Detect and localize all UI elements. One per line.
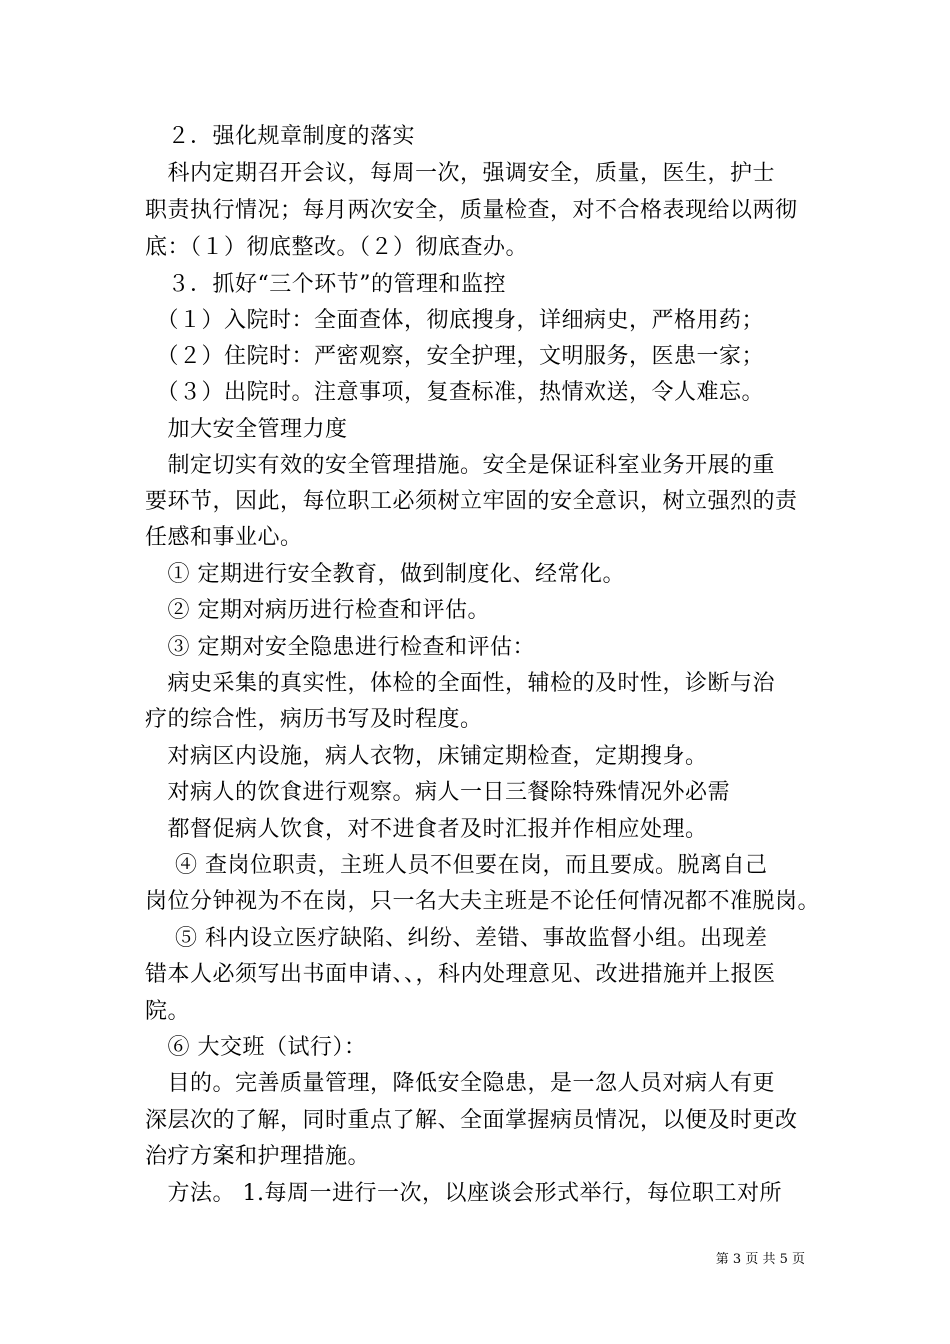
text-line: 加大安全管理力度 [145, 417, 348, 442]
text-line: 职责执行情况；每月两次安全，质量检查，对不合格表现给以两彻 [145, 198, 798, 223]
text-line: 病史采集的真实性，体检的全面性，辅检的及时性，诊断与治 [145, 671, 776, 696]
text-line: ３．抓好“三个环节”的管理和监控 [145, 272, 506, 297]
text-line: 要环节，因此，每位职工必须树立牢固的安全意识，树立强烈的责 [145, 489, 798, 514]
text-line: 错本人必须写出书面申请、、，科内处理意见、改进措施并上报医 [145, 962, 776, 987]
text-line: ① 定期进行安全教育，做到制度化、经常化。 [145, 562, 625, 587]
text-line: （１）入院时：全面查体，彻底搜身，详细病史，严格用药； [145, 308, 765, 333]
text-line: 院。 [145, 999, 191, 1024]
text-line: ⑤ 科内设立医疗缺陷、纠纷、差错、事故监督小组。出现差 [145, 926, 768, 951]
text-line: 都督促病人饮食，对不进食者及时汇报并作相应处理。 [145, 817, 708, 842]
text-line: 底：（１）彻底整改。（２）彻底查办。 [145, 235, 529, 260]
text-line: ２．强化规章制度的落实 [145, 124, 416, 149]
text-line: 疗的综合性，病历书写及时程度。 [145, 707, 483, 732]
text-line: 制定切实有效的安全管理措施。安全是保证科室业务开展的重 [145, 453, 776, 478]
text-line: 岗位分钟视为不在岗，只一名大夫主班是不论任何情况都不准脱岗。 [145, 889, 821, 914]
text-line: 目的。完善质量管理，降低安全隐患，是一忽人员对病人有更 [145, 1071, 776, 1096]
text-line: 对病区内设施，病人衣物，床铺定期检查，定期搜身。 [145, 744, 708, 769]
text-line: （２）住院时：严密观察，安全护理，文明服务，医患一家； [145, 344, 765, 369]
text-line: ④ 查岗位职责，主班人员不但要在岗，而且要成。脱离自己 [145, 853, 768, 878]
text-line: 科内定期召开会议，每周一次，强调安全，质量，医生，护士 [145, 161, 776, 186]
text-line: ③ 定期对安全隐患进行检查和评估： [145, 635, 535, 660]
text-line: 任感和事业心。 [145, 525, 303, 550]
text-line: ⑥ 大交班（试行）： [145, 1035, 367, 1060]
text-line: （３）出院时。注意事项，复查标准，热情欢送，令人难忘。 [145, 380, 765, 405]
text-line: 对病人的饮食进行观察。病人一日三餐除特殊情况外必需 [145, 780, 731, 805]
page-number: 第 3 页 共 5 页 [715, 1252, 805, 1267]
text-line: ② 定期对病历进行检查和评估。 [145, 598, 490, 623]
text-line: 方法。 1.每周一进行一次，以座谈会形式举行，每位职工对所 [145, 1181, 782, 1206]
text-line: 深层次的了解，同时重点了解、全面掌握病员情况，以便及时更改 [145, 1108, 798, 1133]
text-line: 治疗方案和护理措施。 [145, 1144, 371, 1169]
